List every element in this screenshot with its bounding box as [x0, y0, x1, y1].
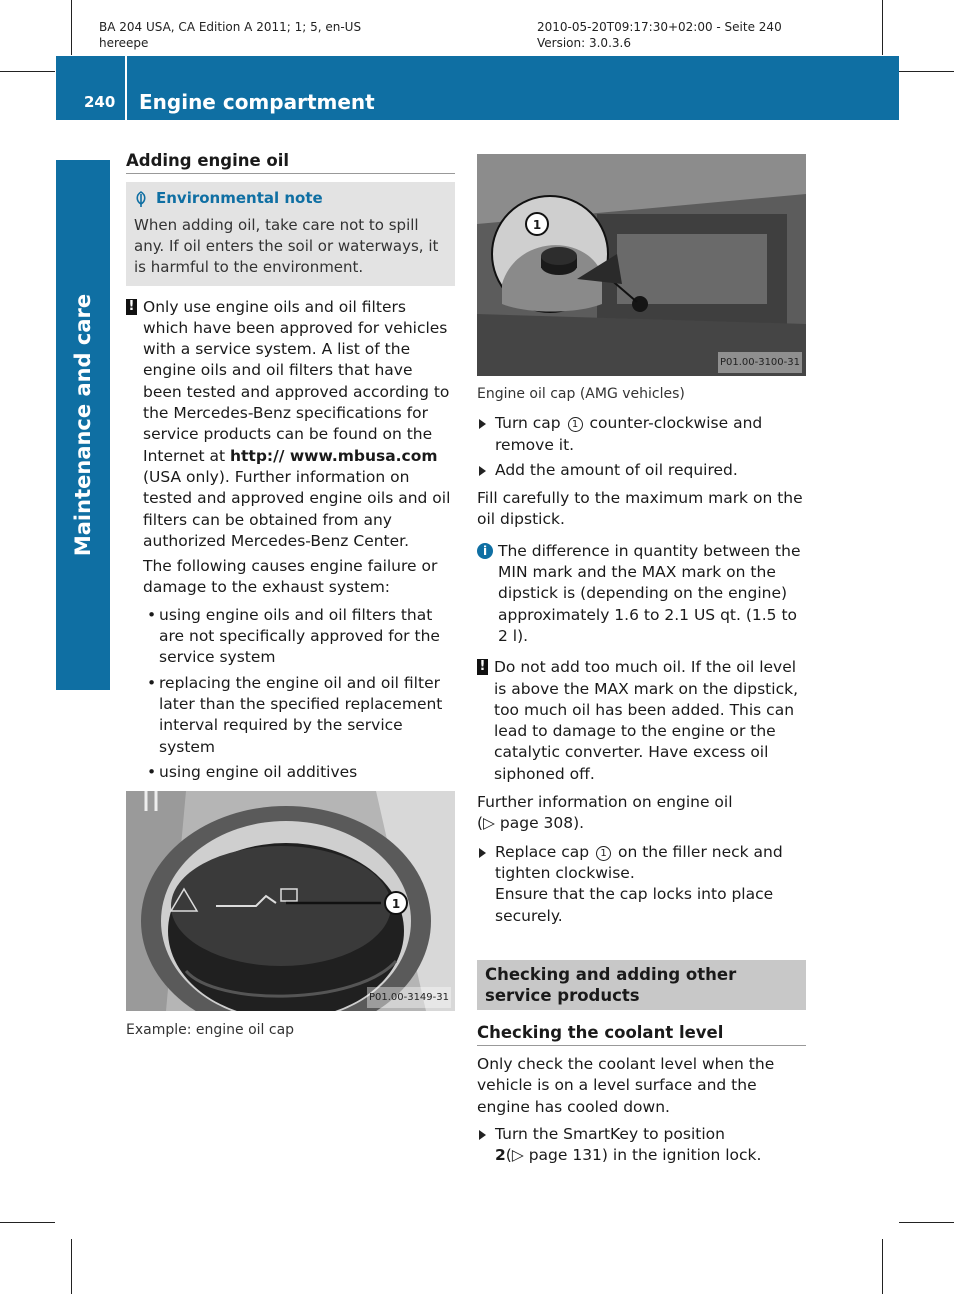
coolant-text: Only check the coolant level when the vehicle is on a level surface and the engine has cooled down. — [477, 1055, 775, 1116]
step-turn-cap — [477, 413, 806, 456]
info-block — [477, 541, 806, 647]
page-reference[interactable]: (▷ page 308). — [477, 814, 585, 833]
step-add-oil — [477, 460, 806, 481]
warning-block — [477, 657, 806, 785]
env-note-header — [134, 188, 447, 209]
further-info-line: Further information on engine oil — [477, 793, 733, 812]
step-text-part: (▷ page 131) in the ignition lock. — [505, 1146, 762, 1165]
causes-list — [143, 605, 455, 783]
print-meta-left — [99, 19, 361, 51]
step-turn-smartkey — [477, 1124, 806, 1167]
page-title: Engine compartment — [139, 90, 375, 114]
crop-mark — [71, 1239, 72, 1294]
step-text: Add the amount of oil required. — [495, 460, 738, 479]
step-arrow-icon — [479, 419, 486, 429]
step-text-part: Replace cap — [495, 842, 595, 861]
oil-cap-illustration — [126, 791, 455, 1011]
meta-line: 2010-05-20T09:17:30+02:00 - Seite 240 — [537, 20, 782, 34]
step-arrow-icon — [479, 848, 486, 858]
warning-block — [126, 297, 455, 553]
mbusa-link[interactable]: http:// www.mbusa.com — [229, 446, 438, 465]
crop-mark — [71, 0, 72, 55]
crop-mark — [899, 1222, 954, 1223]
amg-engine-illustration — [477, 154, 806, 376]
crop-mark — [899, 71, 954, 72]
info-text: The difference in quantity between the MIN mark and the MAX mark on the dipstick is (depending on the engine) approximately 1.6 to 2.1 US qt. (1.5 to 2 l). — [498, 541, 801, 645]
figure-caption: Engine oil cap (AMG vehicles) — [477, 386, 685, 402]
step-text-part: counter-clockwise and remove it. — [495, 414, 763, 454]
crop-mark — [882, 1239, 883, 1294]
further-info — [477, 792, 806, 835]
crop-mark — [0, 1222, 55, 1223]
figure-callout: 1 — [532, 218, 542, 232]
left-column — [126, 150, 455, 1041]
step-text — [495, 1124, 761, 1167]
meta-line: BA 204 USA, CA Edition A 2011; 1; 5, en-US — [99, 20, 362, 34]
figure-callout: 1 — [391, 897, 401, 912]
step-arrow-icon — [479, 1130, 486, 1140]
step-replace-cap — [477, 842, 806, 927]
print-meta-right — [537, 19, 782, 51]
list-item: • using engine oil additives — [143, 762, 455, 783]
crop-mark — [0, 71, 55, 72]
step-text-part: Ensure that the cap locks into place securely. — [495, 885, 774, 925]
warning-icon: ! — [477, 659, 488, 675]
env-note-title: Environmental note — [156, 189, 323, 208]
list-item: • using engine oils and oil filters that are not specifically approved for the service system — [143, 605, 455, 669]
meta-line: hereepe — [99, 36, 149, 50]
step-text-part: Turn cap — [495, 414, 566, 433]
oil-cap-figure — [126, 791, 455, 1011]
section-heading-gray: Checking and adding other service products — [477, 960, 806, 1010]
step-text — [495, 413, 806, 456]
position-number: 2 — [495, 1146, 506, 1165]
step-arrow-icon — [479, 466, 486, 476]
crop-mark — [882, 0, 883, 55]
info-icon: i — [477, 543, 493, 559]
warning-icon: ! — [126, 299, 137, 315]
warning-text-part: Only use engine oils and oil filters which have been approved for vehicles with a service system. A list of the engine oils and oil filters that have been tested and approved according to the Mercedes-Benz specifications for service products can be found on the Internet at — [143, 297, 450, 465]
header-separator — [125, 56, 127, 120]
right-column — [477, 150, 806, 1167]
figure-caption: Example: engine oil cap — [126, 1022, 295, 1039]
side-tab-label: Maintenance and care — [71, 293, 95, 557]
section-heading: Adding engine oil — [126, 150, 455, 174]
page-number: 240 — [84, 93, 116, 111]
fill-text: Fill carefully to the maximum mark on the oil dipstick. — [477, 489, 803, 529]
amg-engine-figure — [477, 154, 806, 376]
callout-number: 1 — [568, 417, 583, 432]
warning-text-part: (USA only). Further information on tested and approved engine oils and oil filters can be obtained from any authorized Mercedes-Benz Center. — [143, 467, 451, 550]
causes-intro: The following causes engine failure or damage to the exhaust system: — [143, 557, 438, 597]
environmental-note — [126, 182, 455, 285]
step-text-part: on the filler neck and tighten clockwise. — [495, 842, 783, 882]
step-text — [495, 842, 806, 927]
figure-code: P01.00-3100-31 — [718, 352, 802, 373]
sub-heading: Checking the coolant level — [477, 1022, 806, 1046]
leaf-icon — [134, 191, 148, 207]
meta-line: Version: 3.0.3.6 — [537, 36, 631, 50]
warning-text — [143, 297, 455, 553]
step-text-part: Turn the SmartKey to position — [495, 1125, 725, 1144]
side-tab-label-wrap — [56, 160, 110, 690]
warning-text: Do not add too much oil. If the oil level is above the MAX mark on the dipstick, too much oil has been added. This can lead to damage to the engine or the catalytic converter. Have excess oil siphoned off. — [494, 658, 798, 783]
list-item: • replacing the engine oil and oil filter later than the specified replacement interval required by the service system — [143, 673, 455, 758]
figure-code: P01.00-3149-31 — [367, 987, 451, 1008]
callout-number: 1 — [596, 846, 611, 861]
env-note-body: When adding oil, take care not to spill any. If oil enters the soil or waterways, it is harmful to the environment. — [134, 215, 439, 276]
